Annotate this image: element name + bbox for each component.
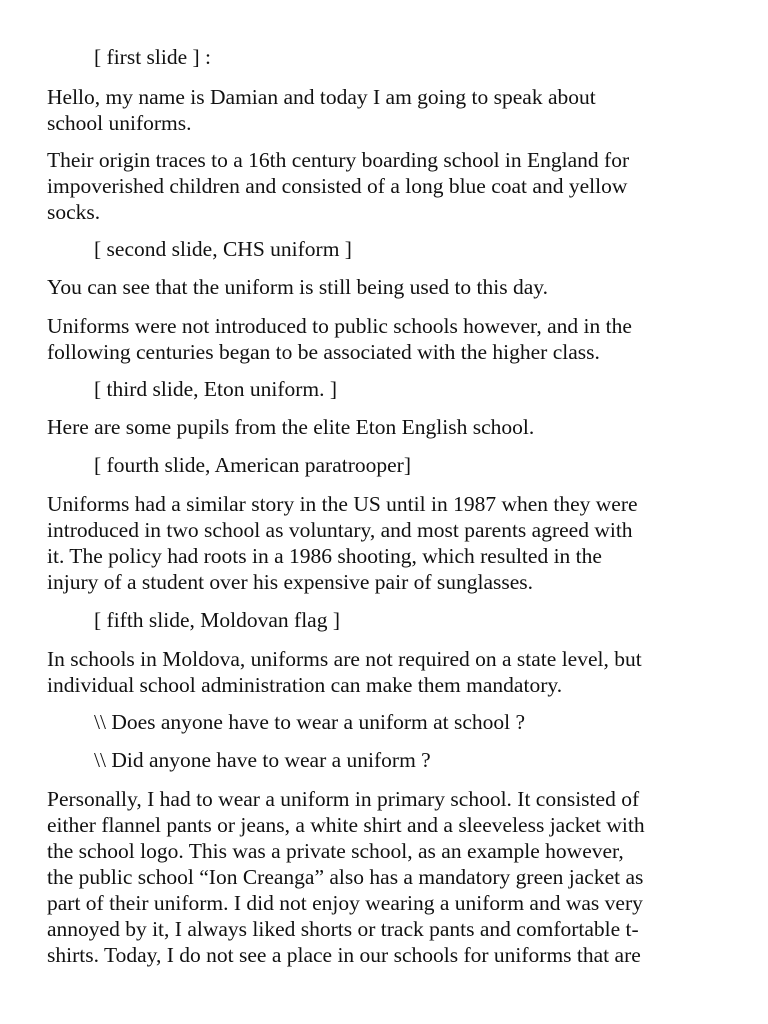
paragraph-personal-line-3: the school logo. This was a private school, as an example however, xyxy=(47,839,624,863)
paragraph-still-used: You can see that the uniform is still being used to this day. xyxy=(47,275,549,299)
paragraph-personal-line-1: Personally, I had to wear a uniform in primary school. It consisted of xyxy=(47,787,640,811)
slide-note-third: [ third slide, Eton uniform. ] xyxy=(94,377,338,401)
slide-note-fifth: [ fifth slide, Moldovan flag ] xyxy=(94,608,341,632)
paragraph-origin-line-1: Their origin traces to a 16th century boarding school in England for xyxy=(47,148,630,172)
paragraph-moldova-line-1: In schools in Moldova, uniforms are not required on a state level, but xyxy=(47,647,642,671)
paragraph-us-line-3: it. The policy had roots in a 1986 shooting, which resulted in the xyxy=(47,544,602,568)
paragraph-personal-line-7: shirts. Today, I do not see a place in our schools for uniforms that are xyxy=(47,943,641,967)
paragraph-intro-line-2: school uniforms. xyxy=(47,111,192,135)
paragraph-personal-line-6: annoyed by it, I always liked shorts or track pants and comfortable t- xyxy=(47,917,639,941)
paragraph-eton: Here are some pupils from the elite Eton English school. xyxy=(47,415,535,439)
question-wear-uniform-past: \\ Did anyone have to wear a uniform ? xyxy=(94,748,431,772)
paragraph-public-schools-line-2: following centuries began to be associated with the higher class. xyxy=(47,340,600,364)
slide-note-fourth: [ fourth slide, American paratrooper] xyxy=(94,453,411,477)
paragraph-personal-line-2: either flannel pants or jeans, a white shirt and a sleeveless jacket with xyxy=(47,813,645,837)
paragraph-public-schools-line-1: Uniforms were not introduced to public schools however, and in the xyxy=(47,314,632,338)
paragraph-origin-line-3: socks. xyxy=(47,200,101,224)
paragraph-us-line-4: injury of a student over his expensive pair of sunglasses. xyxy=(47,570,534,594)
paragraph-moldova-line-2: individual school administration can make them mandatory. xyxy=(47,673,563,697)
slide-note-first: [ first slide ] : xyxy=(94,45,212,69)
paragraph-personal-line-5: part of their uniform. I did not enjoy wearing a uniform and was very xyxy=(47,891,643,915)
paragraph-us-line-2: introduced in two school as voluntary, and most parents agreed with xyxy=(47,518,633,542)
paragraph-origin-line-2: impoverished children and consisted of a long blue coat and yellow xyxy=(47,174,628,198)
paragraph-intro-line-1: Hello, my name is Damian and today I am going to speak about xyxy=(47,85,596,109)
paragraph-us-line-1: Uniforms had a similar story in the US until in 1987 when they were xyxy=(47,492,638,516)
slide-note-second: [ second slide, CHS uniform ] xyxy=(94,237,352,261)
question-wear-uniform-now: \\ Does anyone have to wear a uniform at school ? xyxy=(94,710,526,734)
paragraph-personal-line-4: the public school “Ion Creanga” also has a mandatory green jacket as xyxy=(47,865,644,889)
